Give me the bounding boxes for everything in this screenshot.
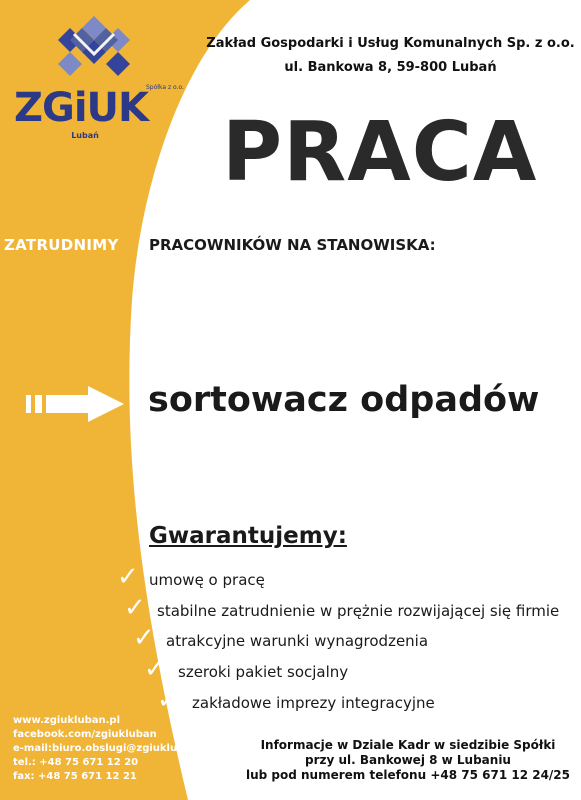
checkmark-icon: ✓ [144,654,166,684]
logo-city: Lubań [71,131,99,140]
tel-text: tel.: +48 75 671 12 20 [13,757,139,768]
checkmark-icon: ✓ [133,623,155,653]
logo-emblem-icon [54,14,134,80]
facebook-link: facebook.com/zgiukluban [13,729,157,740]
benefit-item: umowę o pracę [149,571,265,589]
guarantee-heading: Gwarantujemy: [149,523,347,549]
arrow-right-icon [26,386,126,422]
company-address: ul. Bankowa 8, 59-800 Lubań [284,60,497,75]
company-name: Zakład Gospodarki i Usług Komunalnych Sp. z o.o. [206,36,575,51]
fax-text: fax: +48 75 671 12 21 [13,771,137,782]
hr-info-line: przy ul. Bankowej 8 w Lubaniu [305,753,511,767]
benefit-item: atrakcyjne warunki wynagrodzenia [166,632,429,650]
email-text: e-mail:biuro.obslugi@zgiukluban.pl [13,743,213,754]
benefit-item: szeroki pakiet socjalny [178,663,349,681]
website-link: www.zgiukluban.pl [13,715,121,726]
company-header [200,32,581,80]
hr-info [235,738,581,783]
benefit-item: zakładowe imprezy integracyjne [192,694,435,712]
hiring-text: PRACOWNIKÓW NA STANOWISKA: [149,236,436,254]
checkmark-icon: ✓ [117,562,139,592]
logo-wordmark: ZGiUK [14,85,149,131]
contact-block [13,714,213,784]
hiring-prefix: ZATRUDNIMY [4,236,119,254]
logo-small-text: Spółka z o.o. [146,84,184,91]
checkmark-icon: ✓ [124,593,146,623]
page-title: PRACA [222,105,538,200]
hr-info-line: Informacje w Dziale Kadr w siedzibie Spółki [260,738,556,752]
checkmark-icon: ✓ [157,685,179,715]
job-position: sortowacz odpadów [148,380,540,420]
company-logo [10,14,184,140]
hr-info-line: lub pod numerem telefonu +48 75 671 12 24/25 [245,768,571,782]
benefit-item: stabilne zatrudnienie w prężnie rozwijającej się firmie [157,602,560,620]
